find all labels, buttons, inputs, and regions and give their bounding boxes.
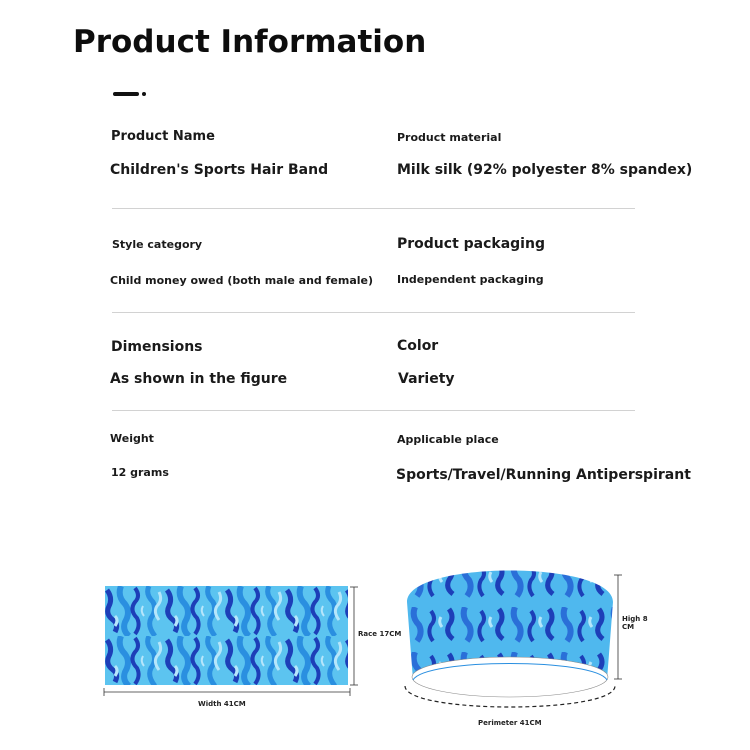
- page-title: Product Information: [73, 24, 427, 60]
- dimensions-value: As shown in the figure: [110, 371, 288, 387]
- packaging-label: Product packaging: [397, 236, 545, 252]
- style-value: Child money owed (both male and female): [110, 274, 374, 287]
- divider-2: [112, 312, 635, 313]
- round-headband-image: [395, 562, 625, 722]
- weight-value: 12 grams: [111, 466, 169, 479]
- race-dimension-line: [350, 586, 358, 686]
- packaging-value: Independent packaging: [397, 273, 544, 286]
- place-label: Applicable place: [397, 433, 499, 446]
- race-label: Race 17CM: [358, 630, 402, 638]
- title-underline-dot: [142, 92, 146, 96]
- width-dimension-line: [103, 688, 351, 696]
- product-name-label: Product Name: [111, 129, 215, 144]
- high-label-line1: High 8: [622, 615, 648, 623]
- weight-label: Weight: [110, 432, 154, 445]
- material-label: Product material: [397, 131, 502, 144]
- color-value: Variety: [398, 371, 455, 387]
- width-label: Width 41CM: [198, 700, 246, 708]
- color-label: Color: [397, 338, 439, 354]
- product-name-value: Children's Sports Hair Band: [110, 162, 329, 178]
- high-dimension-line: [614, 574, 622, 680]
- perimeter-label: Perimeter 41CM: [478, 719, 542, 727]
- high-label: [622, 615, 648, 631]
- divider-1: [112, 208, 635, 209]
- place-value: Sports/Travel/Running Antiperspirant: [396, 467, 691, 483]
- high-label-line2: CM: [622, 623, 635, 631]
- title-underline-mark: [113, 92, 139, 96]
- material-value: Milk silk (92% polyester 8% spandex): [397, 162, 693, 178]
- divider-3: [112, 410, 635, 411]
- dimensions-label: Dimensions: [111, 339, 203, 355]
- flat-headband-image: [105, 586, 348, 685]
- style-label: Style category: [112, 238, 203, 251]
